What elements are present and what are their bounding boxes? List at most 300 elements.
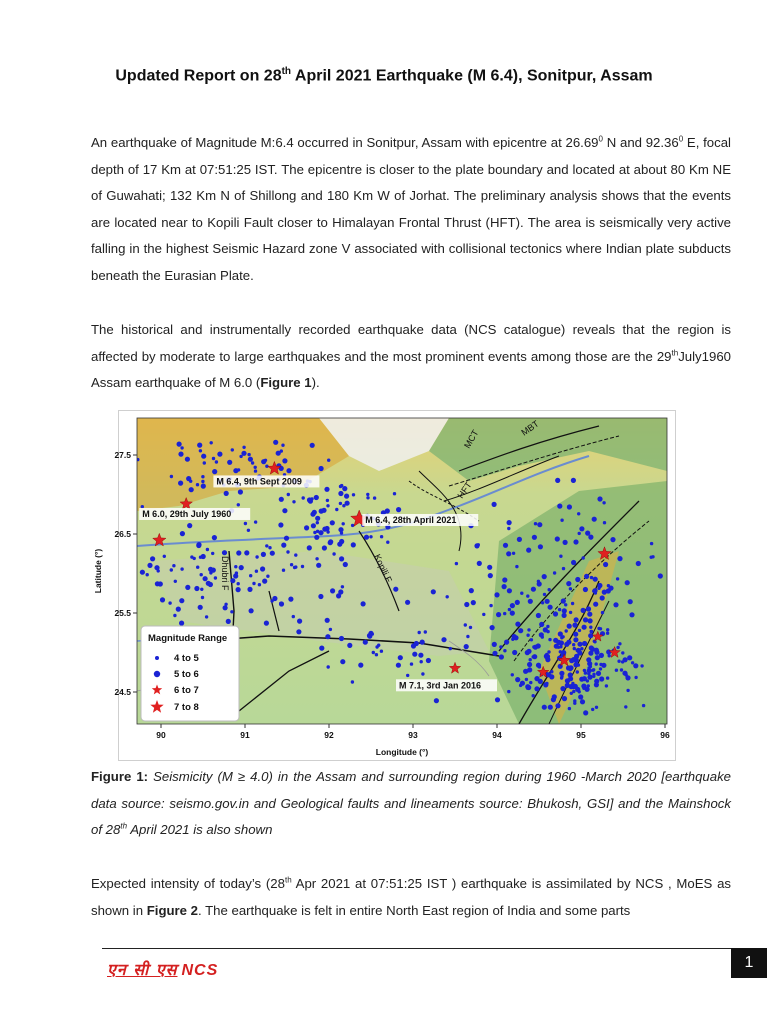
event-dot xyxy=(170,475,173,478)
event-dot xyxy=(565,629,568,632)
event-dot xyxy=(339,539,344,544)
event-dot xyxy=(471,600,476,605)
event-dot xyxy=(526,649,531,654)
event-dot xyxy=(577,512,580,515)
event-dot xyxy=(578,690,581,693)
x-tick-label: 93 xyxy=(408,730,418,740)
event-dot xyxy=(203,461,206,464)
event-dot xyxy=(249,608,254,613)
event-dot xyxy=(496,612,501,617)
event-dot xyxy=(597,583,602,588)
event-dot xyxy=(526,686,529,689)
event-dot xyxy=(634,676,637,679)
y-tick-label: 26.5 xyxy=(114,529,131,539)
event-dot xyxy=(197,443,202,448)
event-dot xyxy=(230,610,233,613)
x-axis-label: Longitude (°) xyxy=(375,747,429,757)
event-dot xyxy=(492,642,497,647)
event-dot xyxy=(529,658,532,661)
event-dot xyxy=(469,588,474,593)
event-dot xyxy=(582,625,587,630)
x-tick-label: 90 xyxy=(156,730,166,740)
event-dot xyxy=(532,535,537,540)
event-dot xyxy=(187,523,192,528)
event-dot xyxy=(626,689,629,692)
event-dot xyxy=(345,501,350,506)
event-dot xyxy=(589,645,594,650)
event-dot xyxy=(576,670,579,673)
x-tick-label: 95 xyxy=(576,730,586,740)
event-dot xyxy=(226,619,231,624)
event-dot xyxy=(574,617,579,622)
event-dot xyxy=(606,632,609,635)
event-dot xyxy=(560,686,565,691)
event-dot xyxy=(581,608,586,613)
event-dot xyxy=(330,520,335,525)
event-dot xyxy=(294,565,297,568)
event-dot xyxy=(507,690,510,693)
event-dot xyxy=(227,460,232,465)
footer-divider xyxy=(102,948,732,949)
event-dot xyxy=(248,457,253,462)
event-dot xyxy=(287,493,290,496)
event-dot xyxy=(537,522,542,527)
event-dot xyxy=(224,491,229,496)
report-title: Updated Report on 28th April 2021 Earthquake (M 6.4), Sonitpur, Assam xyxy=(115,66,653,85)
event-dot xyxy=(489,604,492,607)
event-dot xyxy=(141,505,144,508)
event-dot xyxy=(328,540,333,545)
event-dot xyxy=(363,640,368,645)
event-dot xyxy=(553,611,558,616)
event-dot xyxy=(160,597,165,602)
event-dot xyxy=(185,585,190,590)
event-dot xyxy=(140,570,145,575)
event-dot xyxy=(318,594,323,599)
event-dot xyxy=(539,622,544,627)
event-dot xyxy=(578,694,583,699)
event-dot xyxy=(526,594,529,597)
event-dot xyxy=(410,662,413,665)
event-dot xyxy=(339,636,344,641)
event-dot xyxy=(553,571,556,574)
event-dot xyxy=(534,676,539,681)
event-dot xyxy=(396,507,401,512)
event-dot xyxy=(301,565,304,568)
event-dot xyxy=(211,552,214,555)
event-dot xyxy=(546,625,549,628)
y-tick-label: 24.5 xyxy=(114,687,131,697)
event-dot xyxy=(223,605,228,610)
event-dot xyxy=(234,565,237,568)
event-dot xyxy=(578,629,581,632)
event-dot xyxy=(266,575,269,578)
fault-label-hft: HFT xyxy=(455,480,474,501)
event-dot xyxy=(315,557,318,560)
event-dot xyxy=(610,537,615,542)
x-tick-label: 92 xyxy=(324,730,334,740)
event-dot xyxy=(237,582,240,585)
event-dot xyxy=(158,581,163,586)
event-dot xyxy=(567,624,572,629)
event-dot xyxy=(264,621,269,626)
event-dot xyxy=(150,556,155,561)
event-dot xyxy=(624,705,627,708)
event-dot xyxy=(603,521,606,524)
event-dot xyxy=(327,665,330,668)
event-dot xyxy=(528,599,533,604)
event-dot xyxy=(599,627,602,630)
event-dot xyxy=(347,643,352,648)
event-dot xyxy=(603,562,608,567)
event-dot xyxy=(503,612,506,615)
event-dot xyxy=(599,676,604,681)
event-dot xyxy=(596,671,601,676)
event-dot xyxy=(200,588,203,591)
event-dot xyxy=(548,638,551,641)
event-dot xyxy=(617,556,622,561)
event-dot xyxy=(568,676,573,681)
event-dot xyxy=(555,703,560,708)
event-dot xyxy=(542,705,547,710)
event-dot xyxy=(372,651,375,654)
event-dot xyxy=(284,536,289,541)
event-dot xyxy=(290,563,293,566)
event-dot xyxy=(502,584,507,589)
event-dot xyxy=(279,497,284,502)
event-dot xyxy=(588,618,593,623)
event-dot xyxy=(555,478,560,483)
event-dot xyxy=(178,481,183,486)
event-dot xyxy=(411,643,416,648)
fault-label-mbt: MBT xyxy=(519,418,541,438)
event-dot xyxy=(464,644,469,649)
event-dot xyxy=(526,548,531,553)
event-dot xyxy=(201,454,206,459)
x-tick-label: 94 xyxy=(492,730,502,740)
event-dot xyxy=(618,642,621,645)
event-dot xyxy=(504,640,509,645)
event-dot xyxy=(336,593,341,598)
event-dot xyxy=(651,555,654,558)
legend-item-4-5: 4 to 5 xyxy=(174,653,199,664)
annotation-label: M 7.1, 3rd Jan 2016 xyxy=(399,680,482,691)
event-dot xyxy=(205,615,208,618)
event-dot xyxy=(642,704,645,707)
event-dot xyxy=(583,587,588,592)
event-dot xyxy=(234,469,237,472)
event-dot xyxy=(520,592,523,595)
event-dot xyxy=(455,562,458,565)
event-dot xyxy=(194,586,199,591)
event-dot xyxy=(583,617,588,622)
event-dot xyxy=(296,629,301,634)
event-dot xyxy=(146,573,149,576)
event-dot xyxy=(541,601,544,604)
event-dot xyxy=(319,509,324,514)
event-dot xyxy=(249,574,252,577)
event-dot xyxy=(420,640,425,645)
event-dot xyxy=(366,493,369,496)
event-dot xyxy=(190,555,193,558)
y-tick-label: 27.5 xyxy=(114,450,131,460)
event-dot xyxy=(592,675,595,678)
event-dot xyxy=(628,599,633,604)
event-dot xyxy=(550,670,553,673)
event-dot xyxy=(441,637,446,642)
event-dot xyxy=(282,458,287,463)
event-dot xyxy=(529,681,532,684)
legend-item-7-8: 7 to 8 xyxy=(174,702,199,713)
legend-box xyxy=(141,626,239,721)
event-dot xyxy=(580,699,585,704)
event-dot xyxy=(314,535,319,540)
event-dot xyxy=(487,565,492,570)
event-dot xyxy=(268,546,271,549)
event-dot xyxy=(586,606,591,611)
event-dot xyxy=(599,667,602,670)
event-dot xyxy=(569,668,572,671)
event-dot xyxy=(173,614,176,617)
event-dot xyxy=(239,455,242,458)
event-dot xyxy=(254,469,257,472)
event-dot xyxy=(512,650,517,655)
event-dot xyxy=(280,449,283,452)
event-dot xyxy=(469,626,472,629)
event-dot xyxy=(515,565,518,568)
event-dot xyxy=(545,599,550,604)
event-dot xyxy=(210,441,213,444)
event-dot xyxy=(623,657,628,662)
event-dot xyxy=(495,697,500,702)
event-dot xyxy=(599,663,602,666)
event-dot xyxy=(254,466,257,469)
event-dot xyxy=(571,560,576,565)
event-dot xyxy=(600,595,605,600)
event-dot xyxy=(344,494,349,499)
event-dot xyxy=(338,527,343,532)
event-dot xyxy=(265,544,268,547)
event-dot xyxy=(251,461,254,464)
event-dot xyxy=(366,496,369,499)
event-dot xyxy=(215,460,218,463)
event-dot xyxy=(431,589,436,594)
event-dot xyxy=(199,449,202,452)
event-dot xyxy=(361,601,366,606)
event-dot xyxy=(327,459,330,462)
y-tick-label: 25.5 xyxy=(114,608,131,618)
event-dot xyxy=(593,577,598,582)
event-dot xyxy=(583,710,588,715)
fault-label-dhubri: Dhubri F xyxy=(220,556,230,591)
event-dot xyxy=(315,516,320,521)
event-dot xyxy=(168,601,171,604)
event-dot xyxy=(572,623,577,628)
event-dot xyxy=(573,684,578,689)
paragraph-intensity: Expected intensity of today’s (28th Apr 2021 at 07:51:25 IST ) earthquake is assimilated by NCS , MoES as shown in Figure 2. The earthquake is felt in entire North East region of India and some parts xyxy=(91,875,731,918)
event-dot xyxy=(602,501,605,504)
figure-caption: Figure 1: Seismicity (M ≥ 4.0) in the Assam and surrounding region during 1960 -March 2020 [earthquake data source: seismo.gov.in and Geological faults and lineaments source: Bhukosh, GSI] and the Mainshock of 28th April 2021 is also shown xyxy=(91,769,731,837)
event-dot xyxy=(281,543,286,548)
event-dot xyxy=(189,487,194,492)
event-dot xyxy=(178,452,183,457)
event-dot xyxy=(621,651,624,654)
event-dot xyxy=(180,567,183,570)
seismicity-map-figure xyxy=(93,410,676,761)
event-dot xyxy=(615,669,618,672)
event-dot xyxy=(201,475,204,478)
event-dot xyxy=(482,613,485,616)
event-dot xyxy=(559,671,564,676)
event-dot xyxy=(313,531,316,534)
event-dot xyxy=(206,548,209,551)
event-dot xyxy=(418,631,421,634)
event-dot xyxy=(405,600,410,605)
event-dot xyxy=(561,652,564,655)
event-dot xyxy=(510,603,515,608)
event-dot xyxy=(616,577,619,580)
event-dot xyxy=(339,556,344,561)
event-dot xyxy=(297,619,302,624)
event-dot xyxy=(573,702,576,705)
event-dot xyxy=(170,568,173,571)
event-dot xyxy=(579,526,584,531)
event-dot xyxy=(536,645,539,648)
event-dot xyxy=(492,651,497,656)
legend-marker-5-6 xyxy=(154,671,160,677)
event-dot xyxy=(466,635,469,638)
event-dot xyxy=(530,638,533,641)
annotation-label: M 6.4, 28th April 2021 xyxy=(365,514,457,525)
event-dot xyxy=(591,708,594,711)
event-dot xyxy=(252,582,255,585)
event-dot xyxy=(172,564,175,567)
event-dot xyxy=(380,535,383,538)
event-dot xyxy=(238,489,243,494)
event-dot xyxy=(531,587,536,592)
legend-item-6-7: 6 to 7 xyxy=(174,685,199,696)
event-dot xyxy=(270,599,273,602)
event-dot xyxy=(584,574,589,579)
event-dot xyxy=(254,520,257,523)
event-dot xyxy=(629,612,634,617)
event-dot xyxy=(520,681,525,686)
legend-item-5-6: 5 to 6 xyxy=(174,669,199,680)
event-dot xyxy=(236,550,241,555)
event-dot xyxy=(424,630,427,633)
event-dot xyxy=(513,635,518,640)
event-dot xyxy=(255,555,258,558)
event-dot xyxy=(608,654,611,657)
event-dot xyxy=(549,674,554,679)
event-dot xyxy=(244,550,249,555)
event-dot xyxy=(577,642,582,647)
event-dot xyxy=(578,532,581,535)
event-dot xyxy=(594,682,599,687)
event-dot xyxy=(613,602,618,607)
event-dot xyxy=(557,504,562,509)
event-dot xyxy=(556,640,561,645)
event-dot xyxy=(620,668,623,671)
event-dot xyxy=(340,659,345,664)
event-dot xyxy=(307,545,312,550)
event-dot xyxy=(396,663,401,668)
event-dot xyxy=(589,675,592,678)
event-dot xyxy=(364,535,369,540)
event-dot xyxy=(262,579,267,584)
event-dot xyxy=(580,647,583,650)
event-dot xyxy=(568,707,571,710)
event-dot xyxy=(318,530,323,535)
y-axis-label: Latitude (°) xyxy=(93,548,103,594)
legend-title: Magnitude Range xyxy=(148,633,228,644)
event-dot xyxy=(602,590,607,595)
event-dot xyxy=(198,605,203,610)
event-dot xyxy=(499,645,502,648)
event-dot xyxy=(569,587,572,590)
event-dot xyxy=(538,544,543,549)
event-dot xyxy=(224,603,227,606)
event-dot xyxy=(326,504,329,507)
event-dot xyxy=(185,457,190,462)
event-dot xyxy=(488,573,493,578)
event-dot xyxy=(534,522,537,525)
event-dot xyxy=(217,452,222,457)
event-dot xyxy=(562,567,565,570)
event-dot xyxy=(517,537,522,542)
event-dot xyxy=(314,495,319,500)
event-dot xyxy=(279,602,282,605)
event-dot xyxy=(406,674,409,677)
event-dot xyxy=(154,565,159,570)
event-dot xyxy=(310,497,313,500)
event-dot xyxy=(326,499,329,502)
event-dot xyxy=(302,496,305,499)
event-dot xyxy=(341,585,344,588)
event-dot xyxy=(562,613,567,618)
event-dot xyxy=(515,622,520,627)
event-dot xyxy=(325,618,330,623)
event-dot xyxy=(571,478,576,483)
event-dot xyxy=(607,584,610,587)
event-dot xyxy=(434,698,439,703)
event-dot xyxy=(186,476,191,481)
event-dot xyxy=(206,581,211,586)
event-dot xyxy=(386,541,389,544)
event-dot xyxy=(282,569,285,572)
event-dot xyxy=(555,536,560,541)
event-dot xyxy=(398,655,403,660)
event-dot xyxy=(286,550,289,553)
event-dot xyxy=(548,605,553,610)
event-dot xyxy=(339,502,342,505)
event-dot xyxy=(258,583,261,586)
event-dot xyxy=(601,611,604,614)
event-dot xyxy=(542,574,547,579)
event-dot xyxy=(548,588,551,591)
event-dot xyxy=(503,649,506,652)
event-dot xyxy=(515,677,520,682)
event-dot xyxy=(324,487,329,492)
event-dot xyxy=(211,568,216,573)
event-dot xyxy=(587,668,592,673)
event-dot xyxy=(560,519,563,522)
event-dot xyxy=(586,657,591,662)
event-dot xyxy=(292,615,295,618)
event-dot xyxy=(212,469,217,474)
event-dot xyxy=(222,550,227,555)
event-dot xyxy=(499,654,504,659)
